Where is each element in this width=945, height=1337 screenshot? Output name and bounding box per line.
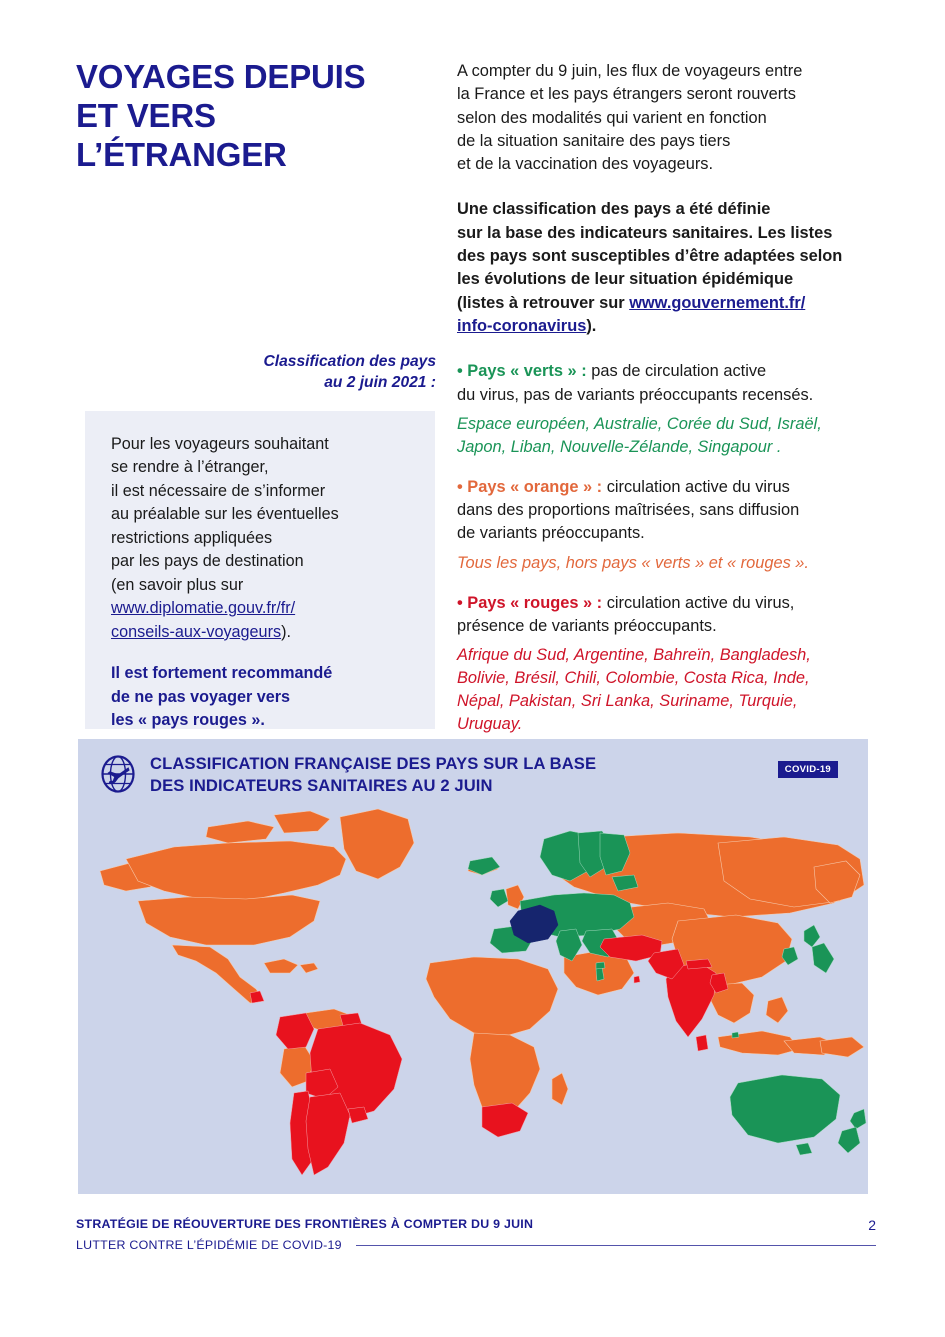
- world-map-panel: [78, 739, 868, 1194]
- right-column: [457, 60, 877, 753]
- footer-row-2: [76, 1238, 876, 1252]
- intro-line-4: de la situation sanitaire des pays tiers: [457, 131, 731, 150]
- caption-line-1: Classification des pays: [263, 353, 436, 370]
- category-orange-desc-1: circulation active du virus: [602, 477, 790, 496]
- category-orange-desc-3: de variants préoccupants.: [457, 524, 645, 543]
- classification-note-line-2: sur la base des indicateurs sanitaires. Les listes: [457, 223, 833, 242]
- classification-note-line-3: des pays sont susceptibles d’être adaptées selon: [457, 247, 843, 266]
- category-red-list-line-3: Népal, Pakistan, Sri Lanka, Suriname, Turquie,: [457, 692, 798, 711]
- category-green-country-list: [457, 413, 877, 459]
- category-green-desc-1: pas de circulation active: [586, 362, 767, 381]
- info-box-line-5: restrictions appliquées: [111, 528, 273, 547]
- footer-line-2: LUTTER CONTRE L’ÉPIDÉMIE DE COVID-19: [76, 1238, 342, 1252]
- page-number: 2: [868, 1217, 876, 1233]
- info-box-warning-line-1: Il est fortement recommandé: [111, 664, 333, 683]
- classification-note-suffix: ).: [586, 316, 597, 335]
- map-title-line-1: CLASSIFICATION FRANÇAISE DES PAYS SUR LA BASE: [150, 754, 597, 773]
- category-red-list-line-2: Bolivie, Brésil, Chili, Colombie, Costa Rica, Inde,: [457, 669, 810, 688]
- category-red-country-list: [457, 644, 877, 736]
- info-box-link-line-1: [111, 597, 409, 620]
- classification-note-line-4: les évolutions de leur situation épidémique: [457, 270, 794, 289]
- page-footer: [76, 1217, 876, 1252]
- diplomatie-link-part-2[interactable]: conseils-aux-voyageurs: [111, 622, 282, 641]
- category-red-desc-2: présence de variants préoccupants.: [457, 616, 717, 635]
- category-green-description: [457, 360, 877, 407]
- info-box-warning-line-3: les « pays rouges ».: [111, 711, 265, 730]
- page-title-line-3: L’ÉTRANGER: [76, 135, 287, 173]
- category-red-line-1: [457, 592, 877, 615]
- category-green-desc-2: du virus, pas de variants préoccupants recensés.: [457, 385, 814, 404]
- category-red-label: Pays « rouges » :: [467, 593, 603, 612]
- category-green: [457, 360, 877, 459]
- footer-divider: [356, 1245, 876, 1246]
- intro-line-3: selon des modalités qui varient en fonction: [457, 108, 767, 127]
- category-red-list-line-1: Afrique du Sud, Argentine, Bahreïn, Bangladesh,: [457, 646, 811, 665]
- gouvernement-link-part-2[interactable]: info-coronavirus: [457, 316, 587, 335]
- category-orange-list-line-1: Tous les pays, hors pays « verts » et « rouges ».: [457, 553, 809, 572]
- classification-note-line-5: [457, 292, 877, 315]
- category-red-description: [457, 592, 877, 639]
- category-orange-bullet: •: [457, 477, 468, 496]
- category-orange: [457, 476, 877, 575]
- category-orange-description: [457, 476, 877, 546]
- map-title: [150, 753, 596, 796]
- category-red: [457, 592, 877, 736]
- info-box-warning: [111, 662, 409, 732]
- category-orange-line-1: [457, 476, 877, 499]
- classification-note-prefix: (listes à retrouver sur: [457, 293, 630, 312]
- page-title: [76, 58, 436, 175]
- info-box-warning-line-2: de ne pas voyager vers: [111, 687, 291, 706]
- caption-line-2: au 2 juin 2021 :: [324, 373, 436, 391]
- info-box-link-suffix: ).: [281, 622, 291, 641]
- category-green-label: Pays « verts » :: [467, 362, 587, 381]
- intro-paragraph: [457, 60, 877, 176]
- footer-line-1: STRATÉGIE DE RÉOUVERTURE DES FRONTIÈRES À COMPTER DU 9 JUIN: [76, 1217, 534, 1231]
- covid-19-badge: COVID-19: [778, 761, 838, 778]
- gouvernement-link-part-1[interactable]: www.gouvernement.fr/: [629, 293, 806, 312]
- info-box-line-3: il est nécessaire de s’informer: [111, 481, 326, 500]
- map-title-line-2: DES INDICATEURS SANITAIRES AU 2 JUIN: [150, 775, 493, 795]
- info-box-line-1: Pour les voyageurs souhaitant: [111, 435, 329, 453]
- info-box-line-2: se rendre à l’étranger,: [111, 458, 269, 477]
- world-map-svg: [78, 797, 868, 1194]
- intro-line-2: la France et les pays étrangers seront rouverts: [457, 85, 796, 104]
- category-green-bullet: •: [457, 362, 468, 381]
- category-red-bullet: •: [457, 593, 468, 612]
- info-box-line-7: (en savoir plus sur: [111, 575, 244, 594]
- category-orange-label: Pays « orange » :: [467, 477, 603, 496]
- info-box-line-4: au préalable sur les éventuelles: [111, 505, 339, 524]
- category-orange-country-list: [457, 552, 877, 575]
- category-red-list-line-4: Uruguay.: [457, 715, 523, 734]
- intro-line-1: A compter du 9 juin, les flux de voyageurs entre: [457, 62, 803, 80]
- classification-note-line-6: [457, 315, 877, 338]
- diplomatie-link-part-1[interactable]: www.diplomatie.gouv.fr/fr/: [111, 599, 296, 618]
- page-title-line-2: ET VERS: [76, 96, 216, 134]
- page-title-line-1: VOYAGES DEPUIS: [76, 58, 366, 95]
- globe-airplane-icon: [98, 754, 138, 794]
- classification-note-paragraph: [457, 198, 877, 338]
- info-box-link-line-2: [111, 621, 409, 644]
- category-orange-desc-2: dans des proportions maîtrisées, sans diffusion: [457, 501, 800, 520]
- traveller-info-box: [85, 411, 435, 729]
- intro-line-5: et de la vaccination des voyageurs.: [457, 155, 714, 174]
- category-green-line-1: [457, 360, 877, 383]
- classification-note-line-1: Une classification des pays a été définie: [457, 200, 771, 219]
- info-box-paragraph: [111, 433, 409, 644]
- category-green-list-line-1: Espace européen, Australie, Corée du Sud, Israël,: [457, 414, 822, 433]
- info-box-line-6: par les pays de destination: [111, 552, 304, 571]
- category-green-list-line-2: Japon, Liban, Nouvelle-Zélande, Singapour .: [457, 437, 782, 456]
- category-red-desc-1: circulation active du virus,: [602, 593, 795, 612]
- classification-caption: [150, 352, 436, 394]
